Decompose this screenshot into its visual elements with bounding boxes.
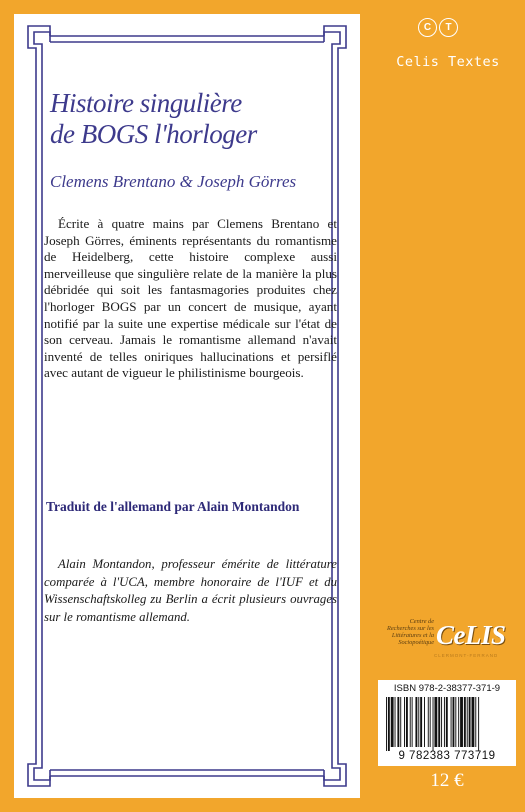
price: 12 € bbox=[430, 770, 464, 791]
book-blurb: Écrite à quatre mains par Clemens Brentano et Joseph Görres, éminents représentants du romantisme de Heidelberg, cette histoire complexe aussi merveilleuse que singulière relate de la manière la plus débridée qui soit les fantasmagories produites chez l'horloger BOGS par un concert de musique, ayant notifié par la suite une expertise médicale sur l'état de son cerveau. Jamais le romantisme allemand n'avait inventé de telles oniriques hallucinations et persiflé avec autant de vigueur le philistinisme bourgeois. bbox=[44, 216, 337, 381]
barcode-bar bbox=[404, 697, 405, 747]
barcode-bar bbox=[434, 697, 437, 747]
barcode-bar bbox=[388, 697, 390, 751]
barcode-bar bbox=[446, 697, 448, 747]
isbn-label: ISBN 978-2-38377-371-9 bbox=[393, 683, 501, 694]
barcode-bar bbox=[441, 697, 442, 747]
publisher-logo bbox=[382, 618, 512, 668]
barcode-bar bbox=[420, 697, 422, 747]
barcode-bar bbox=[395, 697, 396, 747]
title-line-1: Histoire singulière bbox=[50, 88, 242, 118]
barcode-bar bbox=[438, 697, 440, 747]
barcode-bar bbox=[453, 697, 455, 747]
barcode-bar bbox=[458, 697, 459, 747]
barcode-bar bbox=[428, 697, 429, 747]
translator-bio: Alain Montandon, professeur émérite de littérature comparée à l'UCA, membre honoraire de l'IUF et du Wissenschaftskolleg zu Berlin a écrit plusieurs ouvrages sur le romantisme allemand. bbox=[44, 557, 337, 624]
title-line-2: de BOGS l'horloger bbox=[50, 119, 257, 149]
series-name: Celis Textes bbox=[396, 54, 500, 70]
series-logo-c: C bbox=[418, 18, 437, 37]
publisher-description: Centre de Recherches sur les Littératures et la Sociopoétique bbox=[387, 618, 434, 646]
barcode-bar bbox=[433, 697, 434, 751]
barcode-number: 9 782383 773719 bbox=[398, 750, 496, 762]
barcode-bar bbox=[391, 697, 394, 747]
isbn-barcode bbox=[378, 680, 516, 766]
barcode-bar bbox=[397, 697, 399, 747]
barcode-bar bbox=[460, 697, 463, 747]
barcode-bar bbox=[451, 697, 452, 747]
book-authors: Clemens Brentano & Joseph Görres bbox=[50, 172, 297, 191]
barcode-bar bbox=[444, 697, 445, 747]
series-logo bbox=[418, 18, 458, 37]
barcode-bar bbox=[406, 697, 408, 747]
barcode-bar bbox=[412, 697, 413, 747]
barcode-bar bbox=[455, 697, 456, 747]
barcode-bar bbox=[464, 697, 466, 747]
barcode-bar bbox=[478, 697, 479, 751]
translator-credit: Traduit de l'allemand par Alain Montandon bbox=[46, 499, 300, 514]
publisher-logo-text: CeLIS bbox=[436, 620, 506, 650]
barcode-bar bbox=[475, 697, 476, 747]
book-title bbox=[50, 88, 350, 150]
publisher-city: CLERMONT-FERRAND bbox=[434, 653, 499, 658]
barcode-bar bbox=[424, 697, 425, 747]
barcode-bar bbox=[472, 697, 475, 747]
barcode-bar bbox=[410, 697, 411, 747]
barcode-bar bbox=[467, 697, 468, 747]
barcode-bar bbox=[430, 697, 431, 747]
barcode-bar bbox=[469, 697, 471, 747]
barcode-bar bbox=[418, 697, 419, 747]
barcode-bar bbox=[386, 697, 387, 751]
barcode-bar bbox=[400, 697, 401, 747]
barcode-bar bbox=[415, 697, 417, 747]
series-logo-t: T bbox=[439, 18, 458, 37]
